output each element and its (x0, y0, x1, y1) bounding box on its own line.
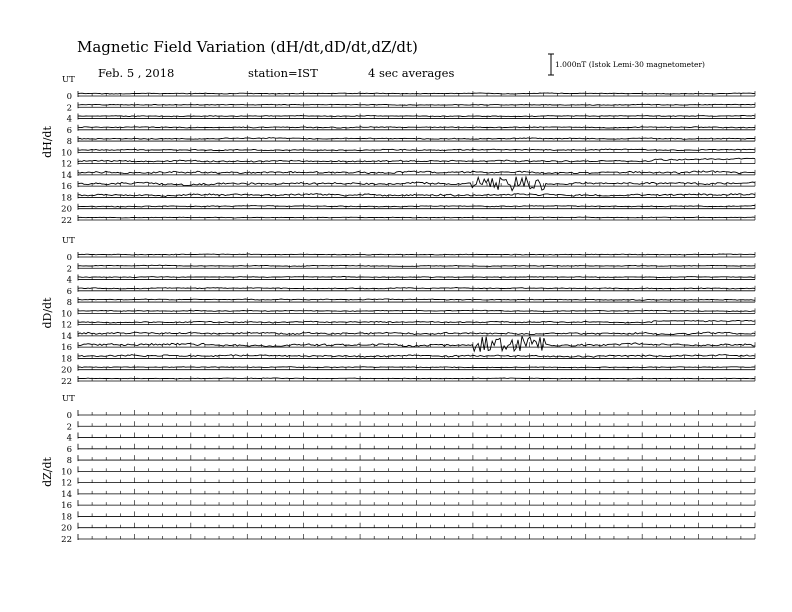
row-label: 22 (61, 534, 72, 545)
row-label: 22 (61, 376, 72, 387)
row-label: 4 (66, 114, 72, 125)
row-label: 22 (61, 215, 72, 226)
row-label: 20 (61, 365, 72, 376)
row-label: 14 (61, 489, 72, 500)
row-label: 12 (61, 478, 72, 489)
ut-label: UT (62, 236, 75, 246)
row-label: 18 (61, 512, 72, 523)
row-label: 16 (61, 182, 72, 193)
row-label: 12 (61, 320, 72, 331)
chart-title: Magnetic Field Variation (dH/dt,dD/dt,dZ/dt) (77, 38, 418, 56)
row-label: 6 (66, 286, 72, 297)
row-label: 0 (66, 92, 72, 102)
row-label: 0 (66, 253, 72, 263)
panel-label: dD/dt (41, 297, 54, 329)
row-label: 8 (66, 137, 72, 148)
row-label: 8 (66, 456, 72, 467)
row-label: 2 (66, 264, 72, 275)
row-label: 16 (61, 501, 72, 512)
row-label: 10 (61, 309, 72, 320)
row-label: 8 (66, 298, 72, 309)
row-label: 20 (61, 204, 72, 215)
row-label: 14 (61, 331, 72, 342)
data-trace (78, 93, 755, 94)
row-label: 12 (61, 159, 72, 170)
panel-label: dH/dt (41, 126, 54, 158)
station-label: station=IST (248, 66, 318, 80)
averaging-label: 4 sec averages (368, 66, 455, 80)
row-label: 18 (61, 354, 72, 365)
panel-label: dZ/dt (41, 457, 54, 487)
row-label: 4 (66, 275, 72, 286)
row-label: 20 (61, 523, 72, 534)
ut-label: UT (62, 394, 75, 404)
row-label: 6 (66, 444, 72, 455)
row-label: 14 (61, 170, 72, 181)
row-label: 18 (61, 193, 72, 204)
row-label: 6 (66, 125, 72, 136)
row-label: 2 (66, 422, 72, 433)
row-label: 2 (66, 103, 72, 114)
row-label: 10 (61, 467, 72, 478)
scale-label: 1.000nT (Istok Lemi-30 magnetometer) (555, 60, 705, 69)
row-label: 0 (66, 411, 72, 421)
row-label: 10 (61, 148, 72, 159)
row-label: 16 (61, 343, 72, 354)
ut-label: UT (62, 75, 75, 85)
row-label: 4 (66, 433, 72, 444)
date-label: Feb. 5 , 2018 (98, 66, 175, 80)
